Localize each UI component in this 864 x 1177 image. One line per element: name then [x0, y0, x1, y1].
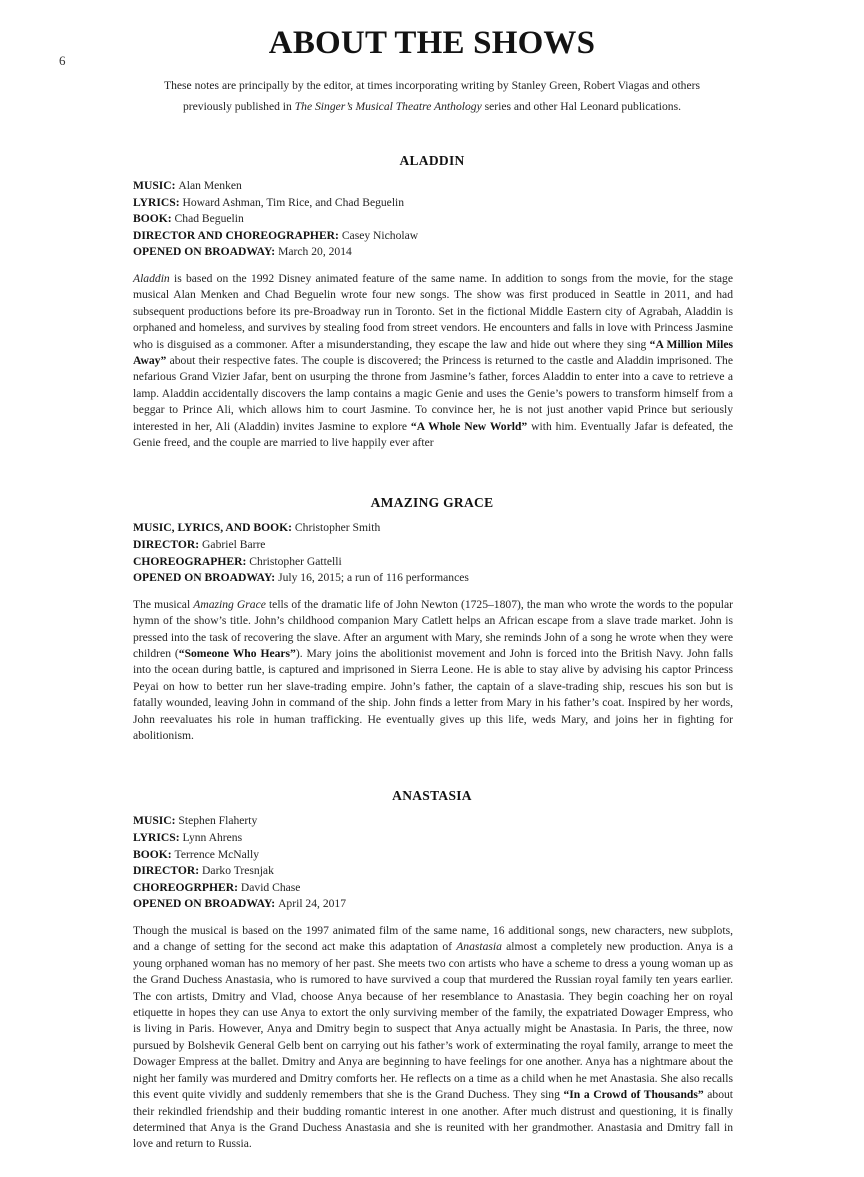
- credit-label: LYRICS:: [133, 831, 183, 845]
- credit-label: CHOREOGRAPHER:: [133, 554, 250, 568]
- shows-container: [0, 153, 864, 1153]
- credit-line: [133, 813, 733, 830]
- credit-line: [133, 863, 733, 880]
- credit-value: Terrence McNally: [174, 847, 260, 861]
- credit-line: [133, 228, 733, 245]
- credits-list: [133, 520, 733, 586]
- text-run: Though the musical is based on the 1997 animated film of the same name, 16 additional songs, new characters, new subplots, and a change of setting for the second act make this adaptation of: [133, 924, 733, 954]
- text-run: about their respective fates. The couple is discovered; the Princess is returned to the castle and Aladdin imprisoned. The nefarious Grand Vizier Jafar, bent on usurping the throne from Jasmine’s father, forces Aladdin to enter into a cave to retrieve a lamp. Aladdin accidentally discovers the lamp contains a magic Genie and uses the Genie’s powers to transform himself from a beggar to Prince Ali, which allows him to court Jasmine. To convince her, he is not just another vapid Prince but seriously interested in her, Ali (Aladdin) invites Jasmine to explore: [133, 354, 733, 433]
- credit-label: OPENED ON BROADWAY:: [133, 571, 279, 585]
- show-heading: ALADDIN: [399, 153, 465, 168]
- bold-text-run: “A Million Miles Away”: [133, 337, 733, 367]
- credit-line: [133, 570, 733, 587]
- credit-line: [133, 880, 733, 897]
- italic-text-run: Aladdin: [133, 271, 170, 285]
- credit-label: MUSIC:: [133, 814, 179, 828]
- text-run: with him. Eventually Jafar is defeated, the Genie freed, and the couple are married to live happily ever after: [133, 419, 733, 450]
- credit-line: [133, 554, 733, 571]
- credits-list: [133, 178, 733, 261]
- show-section-amazing-grace: [0, 495, 864, 744]
- text-run: almost a completely new production. Anya is a young orphaned woman has no memory of her past. She meets two con artists who have a scheme to dress a young woman up as the Grand Duchess Anastasia, who is rumored to have survived a coup that murdered the Russian royal family ten years earlier. The con artists, Dmitry and Vlad, choose Anya because of her resemblance to Anastasia. They begin coaching her on royal etiquette in hopes they can use Anya to extort the only surviving member of the family, the expatriated Dowager Empress, who is living in Paris. However, Anya and Dmitry begin to suspect that Anya actually might be Anastasia. In Paris, the three, now pursued by Bolshevik General Gelb bent on carrying out his father’s work of exterminating the royal family, arrange to meet the Dowager Empress at the ballet. Dmitry and Anya are beginning to have feelings for one another. Anya has a nightmare about the night her family was murdered and Dmitry comforts her. He reflects on a time as a child when he met Anastasia. She also recalls this event quite vividly and suddenly remembers that she is the Grand Duchess. They sing: [133, 940, 733, 1102]
- show-heading: AMAZING GRACE: [370, 495, 494, 511]
- credit-value: March 20, 2014: [278, 245, 352, 259]
- credit-value: April 24, 2017: [278, 897, 347, 911]
- credit-value: Christopher Smith: [294, 521, 381, 535]
- credit-value: Alan Menken: [178, 179, 242, 192]
- credit-value: July 16, 2015; a run of 116 performances: [278, 571, 469, 585]
- page-number: 6: [59, 53, 66, 68]
- show-section-aladdin: [0, 153, 864, 451]
- show-heading: ANASTASIA: [392, 788, 472, 804]
- text-run: is based on the 1992 Disney animated feature of the same name. In addition to songs from the movie, for the stage musical Alan Menken and Chad Beguelin wrote four new songs. The show was first produced in Seattle in 2011, and had subsequent productions before its pre-Broadway run in Toronto. Set in the fictional Middle Eastern city of Agrabah, Aladdin is orphaned and homeless, and survives by stealing food from street vendors. He encounters and falls in love with Princess Jasmine who is disguised as a commoner. After a misunderstanding, they escape the law and hide out where they sing: [133, 271, 733, 351]
- credit-label: DIRECTOR:: [133, 538, 203, 552]
- credit-label: MUSIC:: [133, 179, 179, 192]
- credit-value: Christopher Gattelli: [249, 554, 342, 568]
- text-run: tells of the dramatic life of John Newton (1725–1807), the man who wrote the words to the popular hymn of the show’s title. John’s childhood companion Mary Catlett helps an African escape from a slave trade market. John is pressed into the task of recovering the slave. After an argument with Mary, she reminds John of a song he wrote when they were children (: [133, 597, 734, 661]
- credit-line: [133, 211, 733, 228]
- italic-text-run: The Singer’s Musical Theatre Anthology: [294, 100, 482, 113]
- text-run: These notes are principally by the editor, at times incorporating writing by Stanley Green, Robert Viagas and others previously published in: [164, 79, 700, 113]
- bold-text-run: “Someone Who Hears”: [178, 647, 296, 661]
- credit-value: Casey Nicholaw: [341, 228, 419, 242]
- credit-value: Stephen Flaherty: [178, 814, 258, 828]
- intro-text: [140, 75, 724, 117]
- show-description: [133, 271, 733, 451]
- credit-value: Chad Beguelin: [174, 212, 244, 226]
- page-title: ABOUT THE SHOWS: [268, 25, 596, 61]
- credit-value: Lynn Ahrens: [182, 831, 243, 845]
- credit-label: OPENED ON BROADWAY:: [133, 245, 279, 259]
- credit-label: LYRICS:: [133, 195, 183, 209]
- credit-line: [133, 244, 733, 261]
- italic-text-run: Anastasia: [456, 940, 502, 954]
- credit-label: MUSIC, LYRICS, AND BOOK:: [133, 521, 295, 535]
- credit-line: [133, 896, 733, 913]
- text-run: series and other Hal Leonard publications.: [481, 100, 682, 113]
- credit-label: CHOREOGRPHER:: [133, 880, 241, 894]
- credit-value: David Chase: [240, 880, 301, 894]
- credit-line: [133, 195, 733, 212]
- credit-label: DIRECTOR AND CHOREOGRAPHER:: [133, 228, 342, 242]
- text-run: about their rekindled friendship and their budding romantic interest in one another. After much distrust and questioning, it is finally determined that Anya is the Grand Duchess Anastasia and she is reunited with her grandmother. Anastasia and Dmitry fall in love and return to Russia.: [133, 1088, 734, 1151]
- credits-list: [133, 813, 733, 913]
- italic-text-run: Amazing Grace: [193, 597, 266, 611]
- credit-line: [133, 537, 733, 554]
- show-section-anastasia: [0, 788, 864, 1152]
- credit-line: [133, 830, 733, 847]
- credit-value: Darko Tresnjak: [202, 864, 274, 878]
- bold-text-run: “A Whole New World”: [410, 419, 528, 433]
- credit-label: DIRECTOR:: [133, 864, 203, 878]
- credit-line: [133, 178, 733, 195]
- credit-label: BOOK:: [133, 212, 175, 226]
- credit-label: BOOK:: [133, 847, 175, 861]
- bold-text-run: “In a Crowd of Thousands”: [563, 1088, 704, 1102]
- show-description: [133, 597, 733, 745]
- credit-line: [133, 847, 733, 864]
- text-run: The musical: [133, 597, 194, 611]
- credit-value: Gabriel Barre: [202, 538, 266, 552]
- credit-value: Howard Ashman, Tim Rice, and Chad Beguelin: [182, 195, 405, 209]
- credit-label: OPENED ON BROADWAY:: [133, 897, 279, 911]
- text-run: ). Mary joins the abolitionist movement and John is forced into the British Navy. John falls into the ocean during battle, is captured and imprisoned in Sierra Leone. He is able to stay alive by advising his captor Princess Peyai on how to better run her slave-trading empire. John’s father, the captain of a slave-trading ship, rescues his son but is fatally wounded, leaving John in command of the ship. John finds a letter from Mary in his father’s coat. Inspired by her words, John reevaluates his role in human trafficking. He eventually gives up this life, weds Mary, and joins her in fighting for abolitionism.: [133, 647, 734, 743]
- show-description: [133, 923, 733, 1153]
- credit-line: [133, 520, 733, 537]
